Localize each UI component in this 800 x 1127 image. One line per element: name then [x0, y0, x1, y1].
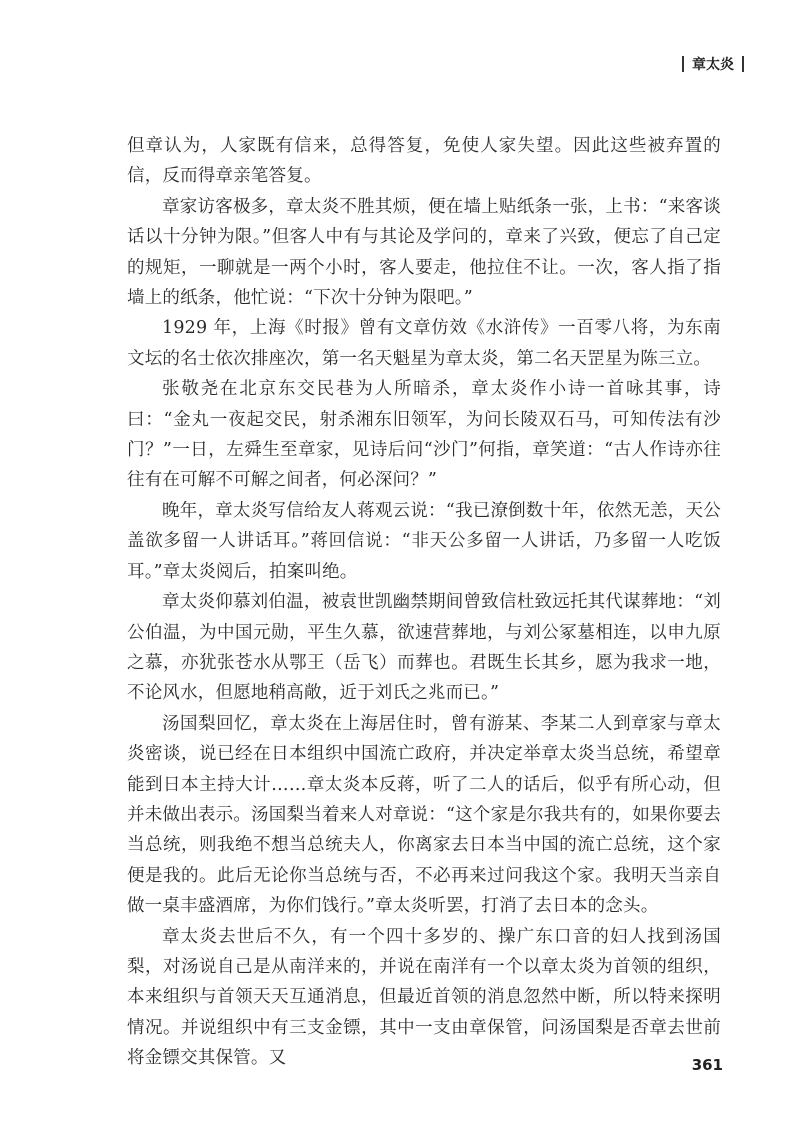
- page-number: 361: [691, 1056, 723, 1074]
- paragraph: 章家访客极多，章太炎不胜其烦，便在墙上贴纸条一张，上书：“来客谈话以十分钟为限。”但客人中有与其论及学问的，章来了兴致，便忘了自己定的规矩，一聊就是一两个小时，客人要走，他拉住不让。一次，客人指了指墙上的纸条，他忙说：“下次十分钟为限吧。”: [127, 196, 721, 309]
- header-right-bar: [742, 56, 744, 72]
- body-text: [127, 131, 721, 1074]
- paragraph: 章太炎去世后不久，有一个四十多岁的、操广东口音的妇人找到汤国梨，对汤说自己是从南洋来的，并说在南洋有一个以章太炎为首领的组织，本来组织与首领天天互通消息，但最近首领的消息忽然中断，所以特来探明情况。并说组织中有三支金镖，其中一支由章保管，问汤国梨是否章去世前将金镖交其保管。又: [127, 926, 721, 1069]
- paragraph: 但章认为，人家既有信来，总得答复，免使人家失望。因此这些被弃置的信，反而得章亲笔答复。: [127, 136, 721, 187]
- chapter-title: 章太炎: [692, 57, 734, 73]
- header-left-bar: [682, 56, 684, 72]
- paragraph: 汤国梨回忆，章太炎在上海居住时，曾有游某、李某二人到章家与章太炎密谈，说已经在日本组织中国流亡政府，并决定举章太炎当总统，希望章能到日本主持大计……章太炎本反蒋，听了二人的话后，似乎有所心动，但并未做出表示。汤国梨当着来人对章说：“这个家是尔我共有的，如果你要去当总统，则我绝不想当总统夫人，你离家去日本当中国的流亡总统，这个家便是我的。此后无论你当总统与否，不必再来过问我这个家。我明天当亲自做一桌丰盛酒席，为你们饯行。”章太炎听罢，打消了去日本的念头。: [127, 713, 721, 917]
- paragraph: 章太炎仰慕刘伯温，被袁世凯幽禁期间曾致信杜致远托其代谋葬地：“刘公伯温，为中国元勋，平生久慕，欲速营葬地，与刘公冢墓相连，以申九原之慕，亦犹张苍水从鄂王（岳飞）而葬也。君既生长其乡，愿为我求一地，不论风水，但愿地稍高敞，近于刘氏之兆而已。”: [127, 592, 721, 704]
- running-header: [682, 54, 744, 74]
- paragraph: 张敬尧在北京东交民巷为人所暗杀，章太炎作小诗一首咏其事，诗曰：“金丸一夜起交民，射杀湘东旧领军，为问长陵双石马，可知传法有沙门？”一日，左舜生至章家，见诗后问“沙门”何指，章笑道：“古人作诗亦往往有在可解不可解之间者，何必深问？”: [127, 379, 721, 491]
- paragraph: 晚年，章太炎写信给友人蒋观云说：“我已潦倒数十年，依然无恙，天公盖欲多留一人讲话耳。”蒋回信说：“非天公多留一人讲话，乃多留一人吃饭耳。”章太炎阅后，拍案叫绝。: [127, 500, 721, 582]
- paragraph: 1929 年，上海《时报》曾有文章仿效《水浒传》一百零八将，为东南文坛的名士依次排座次，第一名天魁星为章太炎，第二名天罡星为陈三立。: [127, 318, 721, 369]
